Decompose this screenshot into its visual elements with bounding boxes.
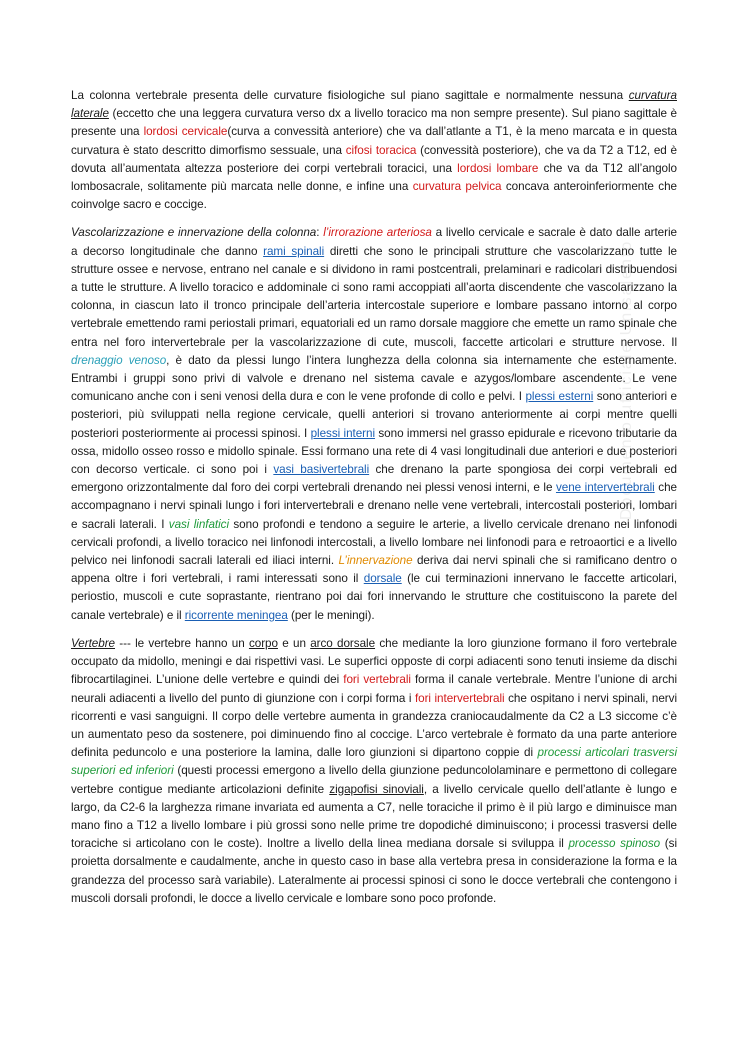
term-processo-spinoso: processo spinoso: [568, 837, 661, 851]
section-heading-vertebre: Vertebre: [71, 636, 115, 650]
term-fori-vertebrali: fori vertebrali: [343, 673, 411, 687]
term-curvatura-pelvica: curvatura pelvica: [412, 180, 502, 194]
link-rami-spinali[interactable]: rami spinali: [263, 244, 325, 258]
term-zigapofisi-sinoviali: zigapofisi sinoviali: [329, 782, 424, 796]
text: :: [316, 226, 324, 240]
section-heading-vascolarizzazione: Vascolarizzazione e innervazione della colonna: [71, 226, 317, 240]
text: (curva a convessità anteriore) che va dall’atlante a T1, è la meno marcata e in questa curvatura è stato descritto dimorfismo sessuale, una: [71, 125, 677, 157]
text: che accompagnano i nervi spinali lungo i fori intervertebrali e drenano nelle vene vertebrali, intercostali posteriori, lombari e sacrali laterali. I: [71, 481, 677, 531]
term-corpo: corpo: [248, 636, 278, 650]
term-innervazione: L’innervazione: [338, 554, 413, 568]
text: che va da T12 all’angolo lombosacrale, solitamente più marcata nelle donne, e infine una: [71, 161, 677, 194]
link-ricorrente-meningea[interactable]: ricorrente meningea: [184, 608, 288, 622]
term-lordosi-lombare: lordosi lombare: [457, 161, 539, 175]
text: sono profondi e tendono a seguire le arterie, a livello cervicale drenano nei linfonodi cervicali profondi, a livello toracico nei linfonodi intercostali, a livello lombare nei linfonodi para e retroaortici e a livello pelvico nei linfonodi sacrali laterali ed iliaci interni.: [71, 517, 677, 568]
watermark: Documento ufficiale Unisalento: [618, 239, 635, 520]
paragraph-vertebre: [71, 635, 677, 908]
text: , a livello cervicale quello dell’atlante è lungo e largo, da C2-6 la larghezza rimane invariata ed aumenta a C7, nelle toraciche il primo è il più largo e diminuisce man mano fino a T12 a livello lombare i più grossi sono nelle prime tre dopodiché diminuiscono; i processi trasversi delle toraciche si articolano con le coste). Inoltre a livello della linea mediana dorsale si sviluppa il: [71, 782, 678, 851]
text: forma il canale vertebrale. Mentre l’unione di archi neurali adiacenti a livello del punto di giunzione con i corpi forma i: [71, 673, 677, 705]
text: sono anteriori e posteriori, più sviluppati nella regione cervicale, quelli anteriori si trovano anteriormente ai corpi mentre quelli posteriori posteriormente ai processi spinosi. I: [71, 390, 678, 440]
term-vasi-linfatici: vasi linfatici: [168, 517, 230, 531]
link-plessi-esterni[interactable]: plessi esterni: [525, 390, 594, 404]
text: sono immersi nel grasso epidurale e ricevono tributarie da ossa, midollo osseo rosso e midollo spinale. Essi formano una rete di 4 vasi longitudinali due anteriori e due posteriori con decorso verticale. ci sono poi i: [71, 426, 677, 477]
text: (si proietta dorsalmente e caudalmente, anche in questo caso in base alla vertebra presa in considerazione la forma e la grandezza del processo sarà variabile). Lateralmente ai processi spinosi ci sono le docce vertebrali che contengono i muscoli dorsali profondi, le docce a livello cervicale e lombare sono poco profonde.: [71, 837, 677, 905]
text: diretti che sono le principali strutture che vascolarizzano tutte le strutture ossee e nervose, entrano nel canale e si dividono in rami postcentrali, prelaminari e radicolari distribuendosi a tutte le strutture. A livello toracico e addominale ci sono rami accoppiati all’aorta discendente che vascolarizzano la colonna, in ciascun lato il tronco principale dell’arteria intercostale superiore e lombare passano intorno al corpo vertebrale emettendo rami periostali primari, equatoriali ed un ramo dorsale maggiore che emette un ramo spinale che entra nel foro intervertebrale per la vascolarizzazione di cute, muscoli, faccette articolari e strutture nervose. Il: [71, 244, 677, 349]
link-vene-intervertebrali[interactable]: vene intervertebrali: [555, 481, 655, 495]
text: , è dato da plessi lungo l’intera lunghezza della colonna sia internamente che esternamente. Entrambi i gruppi sono privi di valvole e drenano nel sistema cavale e azygos/lombare ascendente. Le vene comunicano anche con i seni venosi della dura e con le vene profonde di collo e pelvi. I: [71, 353, 677, 404]
text: deriva dai nervi spinali che si ramificano dentro o appena oltre i fori vertebrali, i rami interessati sono il: [71, 554, 678, 586]
link-vasi-basivertebrali[interactable]: vasi basivertebrali: [273, 463, 370, 477]
text: a livello cervicale e sacrale è dato dalle arterie a decorso longitudinale che danno: [71, 226, 677, 258]
paragraph-vascolarizzazione: [71, 224, 677, 624]
text: che drenano la parte spongiosa dei corpi vertebrali ed emergono orizzontalmente dal foro dei corpi vertebrali drenando nei plessi venosi interni, e le: [71, 463, 677, 495]
term-irrorazione-arteriosa: l’irrorazione arteriosa: [323, 226, 432, 240]
term-arco-dorsale: arco dorsale: [310, 636, 376, 650]
text: che ospitano i nervi spinali, nervi ricorrenti e vasi sanguigni. Il corpo delle vertebre aumenta in grandezza craniocaudalmente da C2 a L3 siccome c’è un aumentato peso da sostenere, poi diminuendo fino al coccige. L’arco vertebrale è formato da una parte anteriore definita peduncolo e una posteriore la lamina, dalle loro giunzioni si dipartono coppie di: [71, 691, 677, 760]
term-fori-intervertebrali: fori intervertebrali: [414, 691, 505, 705]
text: (per le meningi).: [287, 608, 375, 622]
term-lordosi-cervicale: lordosi cervicale: [143, 125, 228, 139]
term-processi-articolari: processi articolari trasversi superiori ed inferiori: [71, 746, 677, 778]
text: La colonna vertebrale presenta delle curvature fisiologiche sul piano sagittale e normalmente nessuna: [71, 89, 629, 102]
text: e un: [277, 636, 311, 650]
term-cifosi-toracica: cifosi toracica: [345, 143, 417, 157]
text: (questi processi emergono a livello della giunzione peduncololaminare e permettono di collegare vertebre contigue mediante articolazioni definite: [71, 764, 677, 796]
text: concava anteroinferiormente che coinvolge sacro e coccige.: [71, 180, 677, 212]
term-curvatura-laterale: curvatura laterale: [71, 89, 677, 121]
text: che mediante la loro giunzione formano il foro vertebrale occupato da midollo, meningi e dai rispettivi vasi. Le superfici opposte di corpi adiacenti sono tenuti insieme da dischi fibrocartilaginei. L’unione delle vertebre e quindi dei: [71, 636, 677, 687]
text: (convessità posteriore), che va da T2 a T12, ed è dovuta all’aumentata altezza posteriore dei corpi vertebrali toracici, una: [71, 143, 677, 175]
paragraph-curvature: [71, 87, 677, 214]
term-drenaggio-venoso: drenaggio venoso: [71, 353, 167, 367]
link-plessi-interni[interactable]: plessi interni: [310, 426, 376, 440]
link-dorsale[interactable]: dorsale: [363, 572, 402, 586]
text: (le cui terminazioni innervano le faccette articolari, periostio, muscoli e cute soprastante, rientrano poi dai fori innervando le strutture che costituiscono la parete del canale vertebrale) e il: [71, 572, 677, 622]
text: (eccetto che una leggera curvatura verso dx a livello toracico ma non sempre presente). Sul piano sagittale è presente una: [71, 107, 677, 139]
document-page: [71, 87, 677, 918]
text: --- le vertebre hanno un: [115, 636, 249, 650]
